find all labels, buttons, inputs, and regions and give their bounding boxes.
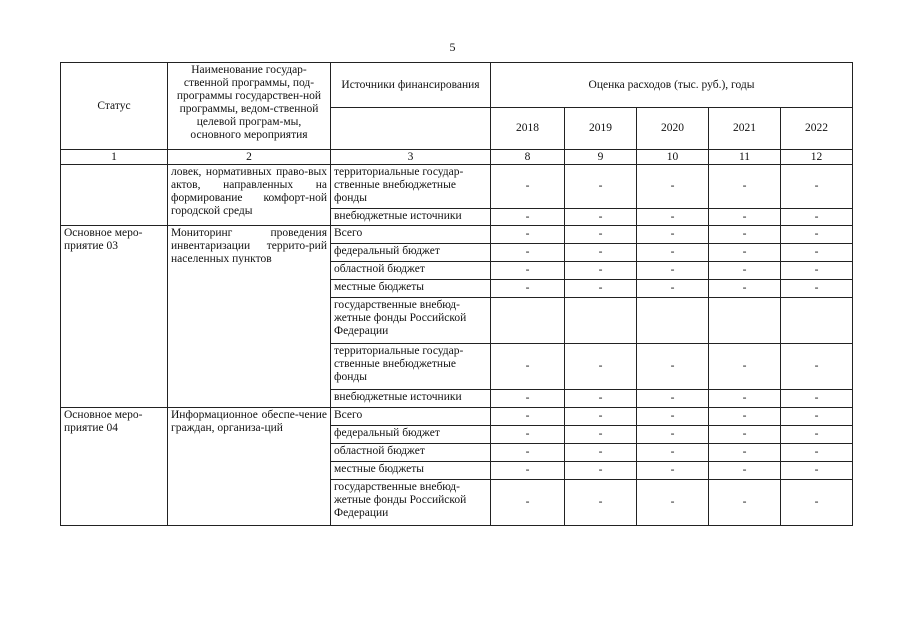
funding-source-cell: внебюджетные источники [331,390,491,408]
header-status: Статус [61,63,168,150]
value-cell: - [491,390,565,408]
value-cell [565,298,637,344]
page-number: 5 [449,40,456,54]
expense-table [60,62,853,526]
value-cell: - [781,280,853,298]
value-cell: - [491,226,565,244]
value-cell: - [637,280,709,298]
value-cell: - [781,408,853,426]
value-cell: - [709,165,781,209]
value-cell: - [709,262,781,280]
funding-source-cell: внебюджетные источники [331,209,491,226]
value-cell: - [709,280,781,298]
status-cell [61,165,168,226]
value-cell: - [781,244,853,262]
value-cell: - [709,244,781,262]
value-cell: - [781,480,853,526]
value-cell: - [565,165,637,209]
value-cell: - [637,165,709,209]
funding-source-cell: Всего [331,226,491,244]
value-cell: - [637,408,709,426]
value-cell: - [565,244,637,262]
header-year: 2019 [565,108,637,150]
value-cell: - [565,408,637,426]
value-cell: - [637,444,709,462]
header-year: 2021 [709,108,781,150]
header-sources-blank [331,108,491,150]
value-cell: - [565,280,637,298]
header-sources: Источники финансирования [331,63,491,108]
value-cell: - [637,390,709,408]
value-cell: - [491,444,565,462]
value-cell: - [781,462,853,480]
header-year: 2022 [781,108,853,150]
value-cell: - [709,408,781,426]
value-cell: - [637,344,709,390]
table-row [61,226,853,244]
value-cell: - [781,426,853,444]
value-cell: - [709,226,781,244]
value-cell: - [709,426,781,444]
table-row [61,408,853,426]
value-cell: - [491,165,565,209]
value-cell: - [709,480,781,526]
value-cell: - [781,390,853,408]
value-cell: - [637,462,709,480]
column-number: 1 [61,150,168,165]
value-cell: - [781,165,853,209]
value-cell: - [781,226,853,244]
value-cell: - [781,344,853,390]
value-cell: - [565,426,637,444]
measure-name-cell: ловек, нормативных право-вых актов, направленных на формирование комфорт-ной городской среды [168,165,331,226]
funding-source-cell: областной бюджет [331,444,491,462]
column-number: 12 [781,150,853,165]
column-number: 9 [565,150,637,165]
value-cell: - [709,462,781,480]
funding-source-cell: федеральный бюджет [331,426,491,444]
funding-source-cell: государственные внебюд-жетные фонды Российской Федерации [331,480,491,526]
value-cell: - [491,244,565,262]
status-cell: Основное меро-приятие 03 [61,226,168,408]
header-estimate: Оценка расходов (тыс. руб.), годы [491,63,853,108]
column-number: 10 [637,150,709,165]
value-cell: - [491,209,565,226]
value-cell: - [565,480,637,526]
value-cell: - [565,226,637,244]
value-cell [637,298,709,344]
value-cell: - [565,262,637,280]
value-cell: - [565,462,637,480]
value-cell: - [637,226,709,244]
funding-source-cell: территориальные государ-ственные внебюджетные фонды [331,165,491,209]
value-cell: - [491,262,565,280]
value-cell: - [491,480,565,526]
value-cell: - [637,244,709,262]
value-cell: - [709,344,781,390]
value-cell: - [491,280,565,298]
value-cell: - [491,408,565,426]
value-cell: - [709,444,781,462]
value-cell: - [637,480,709,526]
funding-source-cell: территориальные государ-ственные внебюджетные фонды [331,344,491,390]
column-number: 8 [491,150,565,165]
header-year: 2020 [637,108,709,150]
value-cell: - [565,209,637,226]
measure-name-cell: Информационное обеспе-чение граждан, организа-ций [168,408,331,526]
column-number: 3 [331,150,491,165]
table-row [61,165,853,209]
column-number: 11 [709,150,781,165]
value-cell: - [565,344,637,390]
value-cell [709,298,781,344]
value-cell: - [637,426,709,444]
value-cell: - [781,262,853,280]
funding-source-cell: государственные внебюд-жетные фонды Российской Федерации [331,298,491,344]
value-cell [491,298,565,344]
value-cell: - [637,209,709,226]
value-cell: - [565,444,637,462]
value-cell: - [491,426,565,444]
funding-source-cell: местные бюджеты [331,462,491,480]
value-cell: - [709,209,781,226]
header-name: Наименование государ-ственной программы, под-программы государствен-ной программы, ведом-ственной целевой програм-мы, основного мероприятия [168,63,331,150]
value-cell: - [491,344,565,390]
value-cell: - [781,444,853,462]
value-cell: - [637,262,709,280]
funding-source-cell: областной бюджет [331,262,491,280]
value-cell: - [565,390,637,408]
value-cell: - [491,462,565,480]
column-number: 2 [168,150,331,165]
funding-source-cell: Всего [331,408,491,426]
funding-source-cell: федеральный бюджет [331,244,491,262]
funding-source-cell: местные бюджеты [331,280,491,298]
header-year: 2018 [491,108,565,150]
status-cell: Основное меро-приятие 04 [61,408,168,526]
measure-name-cell: Мониторинг проведения инвентаризации террито-рий населенных пунктов [168,226,331,408]
value-cell: - [709,390,781,408]
value-cell [781,298,853,344]
value-cell: - [781,209,853,226]
